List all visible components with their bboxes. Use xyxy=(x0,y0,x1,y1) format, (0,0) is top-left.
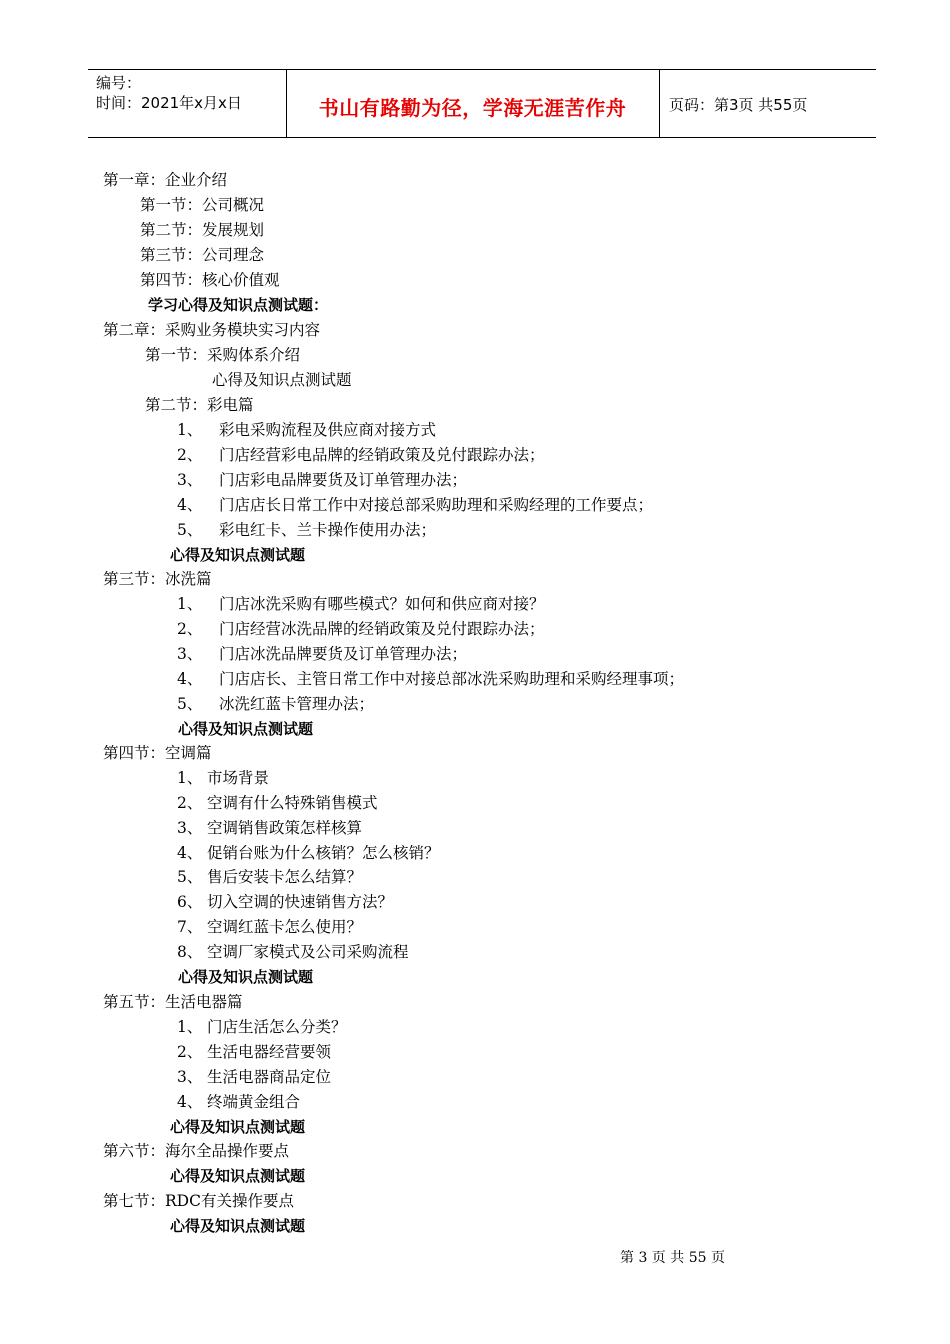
ac-section-quiz: 心得及知识点测试题 xyxy=(178,968,314,986)
wash-section-quiz: 心得及知识点测试题 xyxy=(178,720,314,738)
list-item: 1、 门店冰洗采购有哪些模式？如何和供应商对接？ xyxy=(177,595,545,613)
list-item: 7、 空调红蓝卡怎么使用？ xyxy=(177,918,363,936)
document-number-label: 编号： xyxy=(96,74,142,92)
section-6-heading: 第六节：海尔全品操作要点 xyxy=(103,1142,290,1160)
header-page-cell xyxy=(659,70,876,137)
section-3-heading: 第三节：冰洗篇 xyxy=(103,570,212,588)
list-item: 4、 终端黄金组合 xyxy=(177,1093,301,1111)
list-item: 5、 彩电红卡、兰卡操作使用办法； xyxy=(177,521,437,539)
list-item: 1、 市场背景 xyxy=(177,769,270,787)
list-item: 1、 门店生活怎么分类？ xyxy=(177,1018,347,1036)
list-item: 2、 生活电器经营要领 xyxy=(177,1043,332,1061)
section-5-heading: 第五节：生活电器篇 xyxy=(103,993,243,1011)
footer-page-number: 第 3 页 共 55 页 xyxy=(620,1250,725,1266)
chapter-2-section-1-quiz: 心得及知识点测试题 xyxy=(212,371,352,389)
tv-section-quiz: 心得及知识点测试题 xyxy=(170,546,306,564)
list-item: 2、 门店经营彩电品牌的经销政策及兑付跟踪办法； xyxy=(177,446,545,464)
chapter-2-section-1: 第一节：采购体系介绍 xyxy=(145,346,301,364)
list-item: 3、 门店冰洗品牌要货及订单管理办法； xyxy=(177,645,468,663)
section-7-heading: 第七节：RDC有关操作要点 xyxy=(103,1192,294,1210)
list-item: 8、 空调厂家模式及公司采购流程 xyxy=(177,943,409,961)
list-item: 5、 售后安装卡怎么结算？ xyxy=(177,868,363,886)
list-item: 4、 门店店长日常工作中对接总部采购助理和采购经理的工作要点； xyxy=(177,496,654,514)
list-item: 4、 门店店长、主管日常工作中对接总部冰洗采购助理和采购经理事项； xyxy=(177,670,685,688)
section-4-heading: 第四节：空调篇 xyxy=(103,744,212,762)
header-motto-cell xyxy=(286,70,660,137)
list-item: 6、 切入空调的快速销售方法？ xyxy=(177,893,394,911)
chapter-1-quiz: 学习心得及知识点测试题： xyxy=(148,296,329,314)
header-motto: 书山有路勤为径，学海无涯苦作舟 xyxy=(318,96,627,120)
list-item: 4、 促销台账为什么核销？怎么核销？ xyxy=(177,844,440,862)
list-item: 3、 生活电器商品定位 xyxy=(177,1068,332,1086)
header-page-info: 页码：第3页 共55页 xyxy=(669,96,808,114)
header-meta-cell xyxy=(88,70,287,137)
chapter-1-section-1: 第一节：公司概况 xyxy=(140,196,265,214)
list-item: 2、 空调有什么特殊销售模式 xyxy=(177,794,378,812)
chapter-1-section-4: 第四节：核心价值观 xyxy=(140,271,280,289)
list-item: 1、 彩电采购流程及供应商对接方式 xyxy=(177,421,437,439)
chapter-1-section-2: 第二节：发展规划 xyxy=(140,221,265,239)
document-date-label: 时间：2021年x月x日 xyxy=(96,94,242,112)
section-7-quiz: 心得及知识点测试题 xyxy=(170,1217,306,1235)
list-item: 5、 冰洗红蓝卡管理办法； xyxy=(177,695,375,713)
chapter-1-section-3: 第三节：公司理念 xyxy=(140,246,265,264)
chapter-2-heading: 第二章：采购业务模块实习内容 xyxy=(103,321,321,339)
section-6-quiz: 心得及知识点测试题 xyxy=(170,1167,306,1185)
list-item: 2、 门店经营冰洗品牌的经销政策及兑付跟踪办法； xyxy=(177,620,545,638)
list-item: 3、 门店彩电品牌要货及订单管理办法； xyxy=(177,471,468,489)
life-section-quiz: 心得及知识点测试题 xyxy=(170,1118,306,1136)
page-header xyxy=(88,69,876,138)
chapter-2-section-2: 第二节：彩电篇 xyxy=(145,396,254,414)
chapter-1-heading: 第一章：企业介绍 xyxy=(103,171,228,189)
list-item: 3、 空调销售政策怎样核算 xyxy=(177,819,363,837)
